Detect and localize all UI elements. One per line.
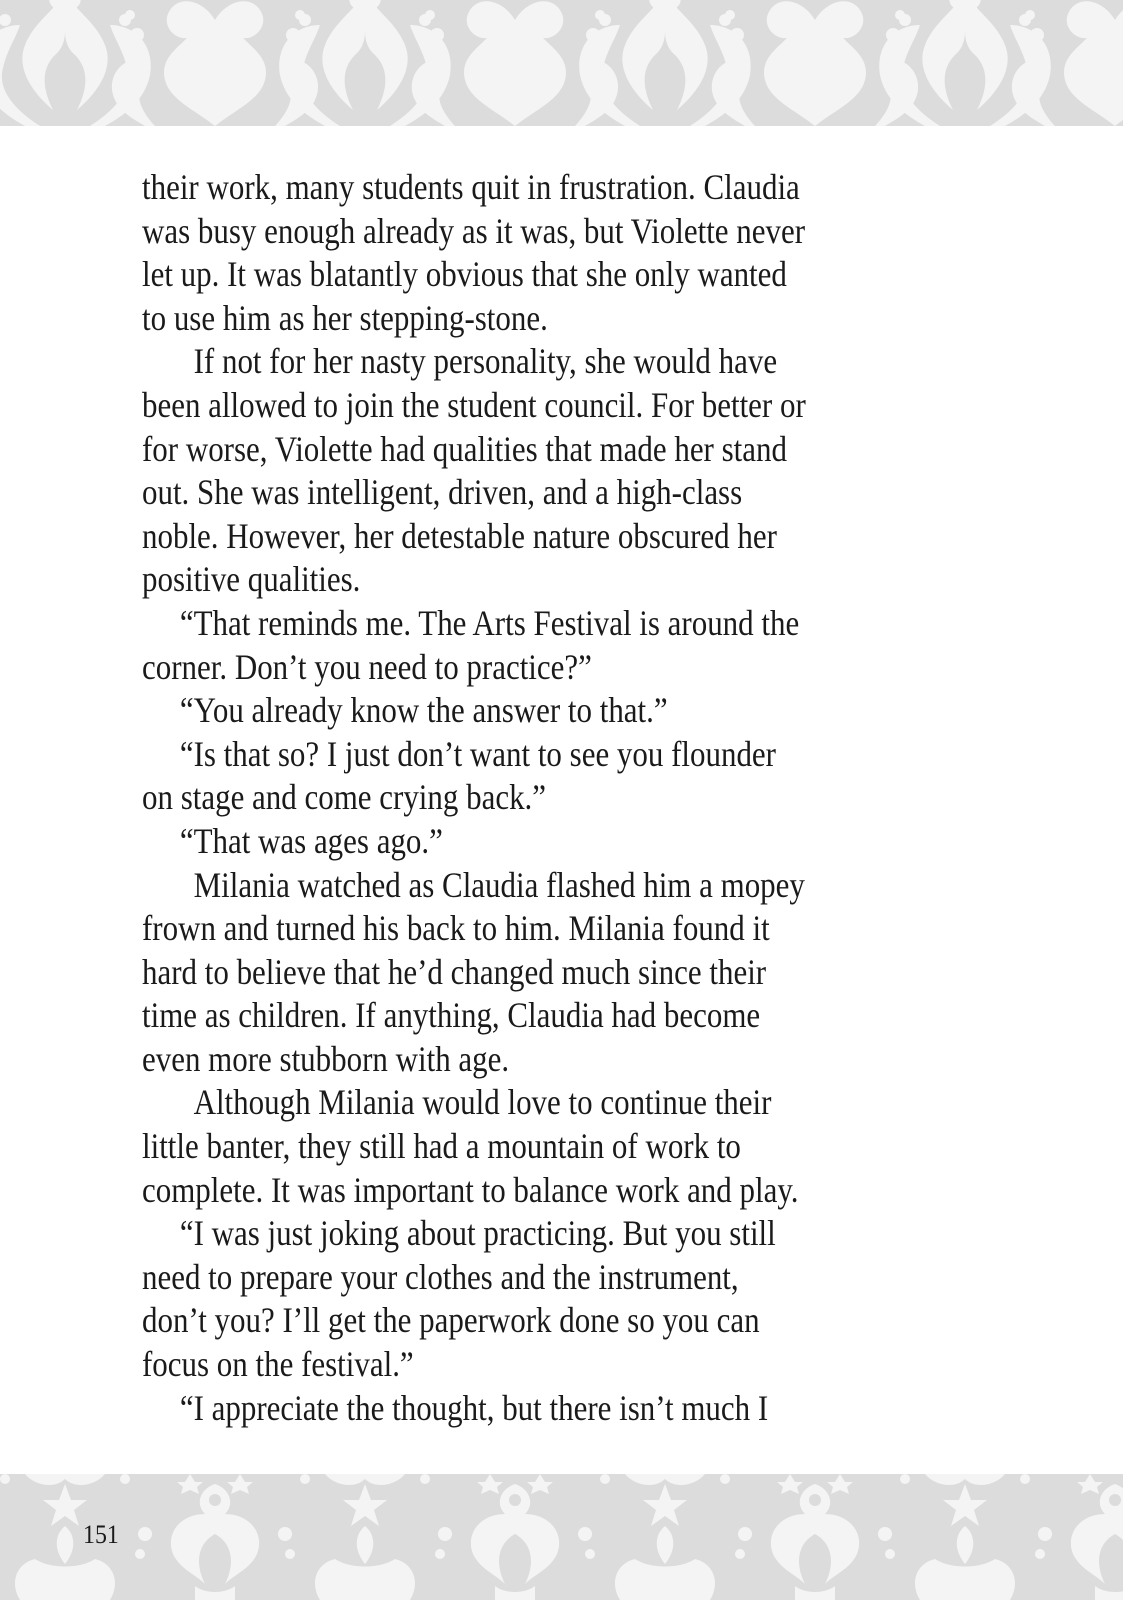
text-line: “I appreciate the thought, but there isn’t much I [179,1387,769,1428]
text-line: let up. It was blatantly obvious that she only wanted [142,254,787,295]
text-line: If not for her nasty personality, she would have [193,341,778,382]
text-line: noble. However, her detestable nature obscured her [142,515,777,556]
text-line: been allowed to join the student council. For better or [142,384,806,425]
text-line: focus on the festival.” [142,1344,414,1385]
text-line: “That reminds me. The Arts Festival is around the [179,602,800,643]
text-line: “Is that so? I just don’t want to see you flounder [179,733,776,774]
text-line: corner. Don’t you need to practice?” [142,646,592,687]
text-line: even more stubborn with age. [142,1038,510,1079]
text-line: need to prepare your clothes and the instrument, [142,1256,739,1297]
text-line: Although Milania would love to continue their [193,1082,772,1123]
damask-pattern-icon [0,0,1123,126]
text-line: “That was ages ago.” [179,820,443,861]
text-line: was busy enough already as it was, but Violette never [142,210,806,251]
text-line: positive qualities. [142,559,361,600]
text-line: “You already know the answer to that.” [179,690,668,731]
bottom-damask-border [0,1474,1123,1600]
text-line: for worse, Violette had qualities that made her stand [142,428,787,469]
page-number: 151 [83,1520,119,1549]
text-line: Milania watched as Claudia flashed him a mopey [193,864,805,905]
text-line: complete. It was important to balance work and play. [142,1169,799,1210]
text-line: frown and turned his back to him. Milania found it [142,908,770,949]
text-line: on stage and come crying back.” [142,777,547,818]
body-text [142,166,942,1430]
text-line: time as children. If anything, Claudia had become [142,995,761,1036]
text-line: don’t you? I’ll get the paperwork done so you can [142,1300,760,1341]
text-line: their work, many students quit in frustration. Claudia [142,167,800,207]
top-damask-border [0,0,1123,126]
text-line: hard to believe that he’d changed much since their [142,951,767,992]
damask-star-pattern-icon [0,1474,1123,1600]
text-line: to use him as her stepping-stone. [142,297,548,338]
text-line: out. She was intelligent, driven, and a high-class [142,472,743,513]
text-line: “I was just joking about practicing. But you still [179,1213,776,1254]
text-line: little banter, they still had a mountain of work to [142,1126,741,1167]
